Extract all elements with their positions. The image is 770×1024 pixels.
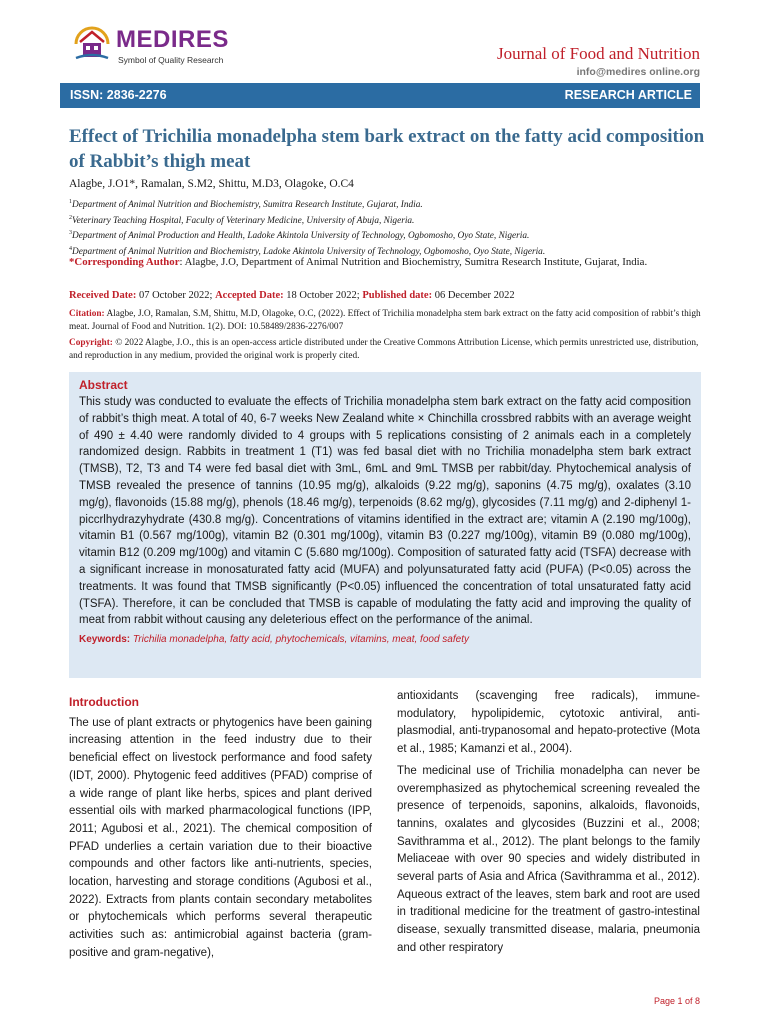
received-date: 07 October 2022; xyxy=(136,290,216,301)
intro-paragraph-1: The use of plant extracts or phytogenics have been gaining increasing attention in the feed industry due to their beneficial effect on livestock performance and food safety (IDT, 2000). Phytogenic feed additives (PFAD) comprise of a wide range of plant like herbs, spices and plant derived essential oils with marked pharmacological functions (IPP, 2011; Agubosi et al., 2021). The chemical composition of PFAD underlies a certain variation due to their bioactive compounds and other factors like anti-nutrients, species, location, harvesting and storage conditions (Agubosi et al., 2022). Extracts from plants contain secondary metabolites or phytochemicals which performs several therapeutic activities such as: antimicrobial against bacteria (gram-positive and gram-negative), xyxy=(69,716,372,959)
journal-name: Journal of Food and Nutrition xyxy=(496,44,700,63)
right-column xyxy=(397,688,700,958)
article-type: RESEARCH ARTICLE xyxy=(564,88,692,102)
copyright-label: Copyright: xyxy=(69,338,113,348)
keywords-text: Trichilia monadelpha, fatty acid, phytochemicals, vitamins, meat, food safety xyxy=(130,634,469,646)
copyright xyxy=(69,337,701,362)
received-label: Received Date: xyxy=(69,290,137,301)
medires-logo-icon xyxy=(72,22,112,64)
corresponding-label: *Corresponding Author xyxy=(69,256,180,268)
published-date: 06 December 2022 xyxy=(432,290,515,301)
accepted-label: Accepted Date: xyxy=(215,290,284,301)
right-paragraph-1: antioxidants (scavenging free radicals), immune-modulatory, hypolipidemic, cytotoxic antiviral, anti-plasmodial, anti-trypanosomal and hepato-protective (Mota et al., 1985; Kamanzi et al., 2004). xyxy=(397,690,700,756)
corresponding-text: : Alagbe, J.O, Department of Animal Nutrition and Biochemistry, Sumitra Research Institute, Gujarat, India. xyxy=(179,256,648,268)
affiliation-2: $^2$Veterinary Teaching Hospital, Faculty of Veterinary Medicine, University of Abuja, Nigeria. xyxy=(69,214,415,226)
medires-logo xyxy=(72,16,232,76)
logo-name: MEDIRES xyxy=(116,26,229,53)
citation-label: Citation: xyxy=(69,309,105,319)
citation-text: Alagbe, J.O, Ramalan, S.M, Shittu, M.D, Olagoke, O.C, (2022). Effect of Trichilia monadelpha stem bark extract on the fatty acid composition of rabbit’s thigh meat. Journal of Food and Nutrition. 1(2). DOI: 10.58489/2836-2276/007 xyxy=(69,309,701,332)
abstract-heading: Abstract xyxy=(79,378,128,392)
dates xyxy=(69,290,515,301)
affiliation-4: $^4$Department of Animal Nutrition and Biochemistry, Ladoke Akintola University of Technology, Ogbomosho, Oyo State, Nigeria. xyxy=(69,245,546,257)
copyright-text: © 2022 Alagbe, J.O., this is an open-access article distributed under the Creative Commons Attribution License, which permits unrestricted use, distribution, and reproduction in any medium, provided the original work is properly cited. xyxy=(69,338,699,361)
published-label: Published date: xyxy=(362,290,433,301)
issn: ISSN: 2836-2276 xyxy=(70,88,167,102)
right-paragraph-2: The medicinal use of Trichilia monadelpha can never be overemphasized as phytochemical screening revealed the presence of terpenoids, saponins, alkaloids, flavonoids, tannins, oxalates and glycosides (Buzzini et al., 2008; Savithramma et al., 2012). The plant belongs to the family Meliaceae with over 90 species and widely distributed in several parts of Asia and Africa (Savithramma et al., 2012). Aqueous extract of the leaves, stem bark and root are used in traditional medicine for the treatment of gastro-intestinal disease, sexually transmitted disease, malaria, pneumonia and other respiratory xyxy=(397,764,700,954)
journal-email[interactable]: info@medires online.org xyxy=(576,66,700,78)
authors: Alagbe, J.O1*, Ramalan, S.M2, Shittu, M.D3, Olagoke, O.C4 xyxy=(69,178,354,190)
affiliation-1: $^1$Department of Animal Nutrition and Biochemistry, Sumitra Research Institute, Gujarat, India. xyxy=(69,199,423,211)
introduction-heading: Introduction xyxy=(69,695,139,709)
affiliations xyxy=(69,196,709,258)
keywords-label: Keywords: xyxy=(79,634,131,646)
corresponding-author xyxy=(69,255,701,270)
abstract-text: This study was conducted to evaluate the effects of Trichilia monadelpha stem bark extract on the fatty acid composition of rabbit’s thigh meat. A total of 40, 6-7 weeks New Zealand white × Chinchilla crossbred rabbits with an average weight of 490 ± 4.40 were randomly divided to 4 groups with 5 replications consisting of 2 animals each in a completely randomized design. Rabbits in treatment 1 (T1) was fed basal diet with no Trichilia monadelpha stem bark extract (TMSB), T2, T3 and T4 were fed basal diet with 3mL, 6mL and 9mL TMSB per rabbit/day. Phytochemical analysis of TMSB revealed the presence of tannins (10.95 mg/g), alkaloids (9.22 mg/g), saponins (4.75 mg/g), oxalates (3.10 mg/g), flavonoids (15.88 mg/g), phenols (18.46 mg/g), terpenoids (8.62 mg/g), glycosides (7.11 mg/g) and 2-diphenyl 1-piccrlhydrazyhydrate (430.8 mg/g). Concentrations of vitamins identified in the extract are; vitamin A (2.190 mg/100g), vitamin B1 (0.567 mg/100g), vitamin B2 (0.301 mg/100g), vitamin B3 (0.227 mg/100g), vitamin B9 (0.080 mg/100g), vitamin B12 (0.209 mg/100g) and vitamin C (5.680 mg/100g). Composition of saturated fatty acid (TSFA) decrease with a significant increase in monosaturated fatty acid (MUFA) and polyunsaturated fatty acid (PUFA) (P<0.05) across the treatments. It was found that TMSB significantly (P<0.05) influenced the concentration of total unsaturated fatty acid (TSFA). Therefore, it can be concluded that TMSB is capable of modulating the fatty acid and improving the quality of meat from rabbit without causing any deleterious effect on the performance of the animal. xyxy=(79,396,691,627)
keywords xyxy=(79,634,691,645)
citation xyxy=(69,308,701,333)
left-column xyxy=(69,694,372,963)
page-number: Page 1 of 8 xyxy=(653,996,700,1006)
header-bar xyxy=(60,83,700,108)
logo-tagline: Symbol of Quality Research xyxy=(118,55,224,65)
abstract-box xyxy=(69,372,701,678)
accepted-date: 18 October 2022; xyxy=(283,290,363,301)
affiliation-3: $^3$Department of Animal Production and Health, Ladoke Akintola University of Technology, Ogbomosho, Oyo State, Nigeria. xyxy=(69,230,530,242)
article-title: Effect of Trichilia monadelpha stem bark extract on the fatty acid composition of Rabbit’s thigh meat xyxy=(69,126,705,172)
